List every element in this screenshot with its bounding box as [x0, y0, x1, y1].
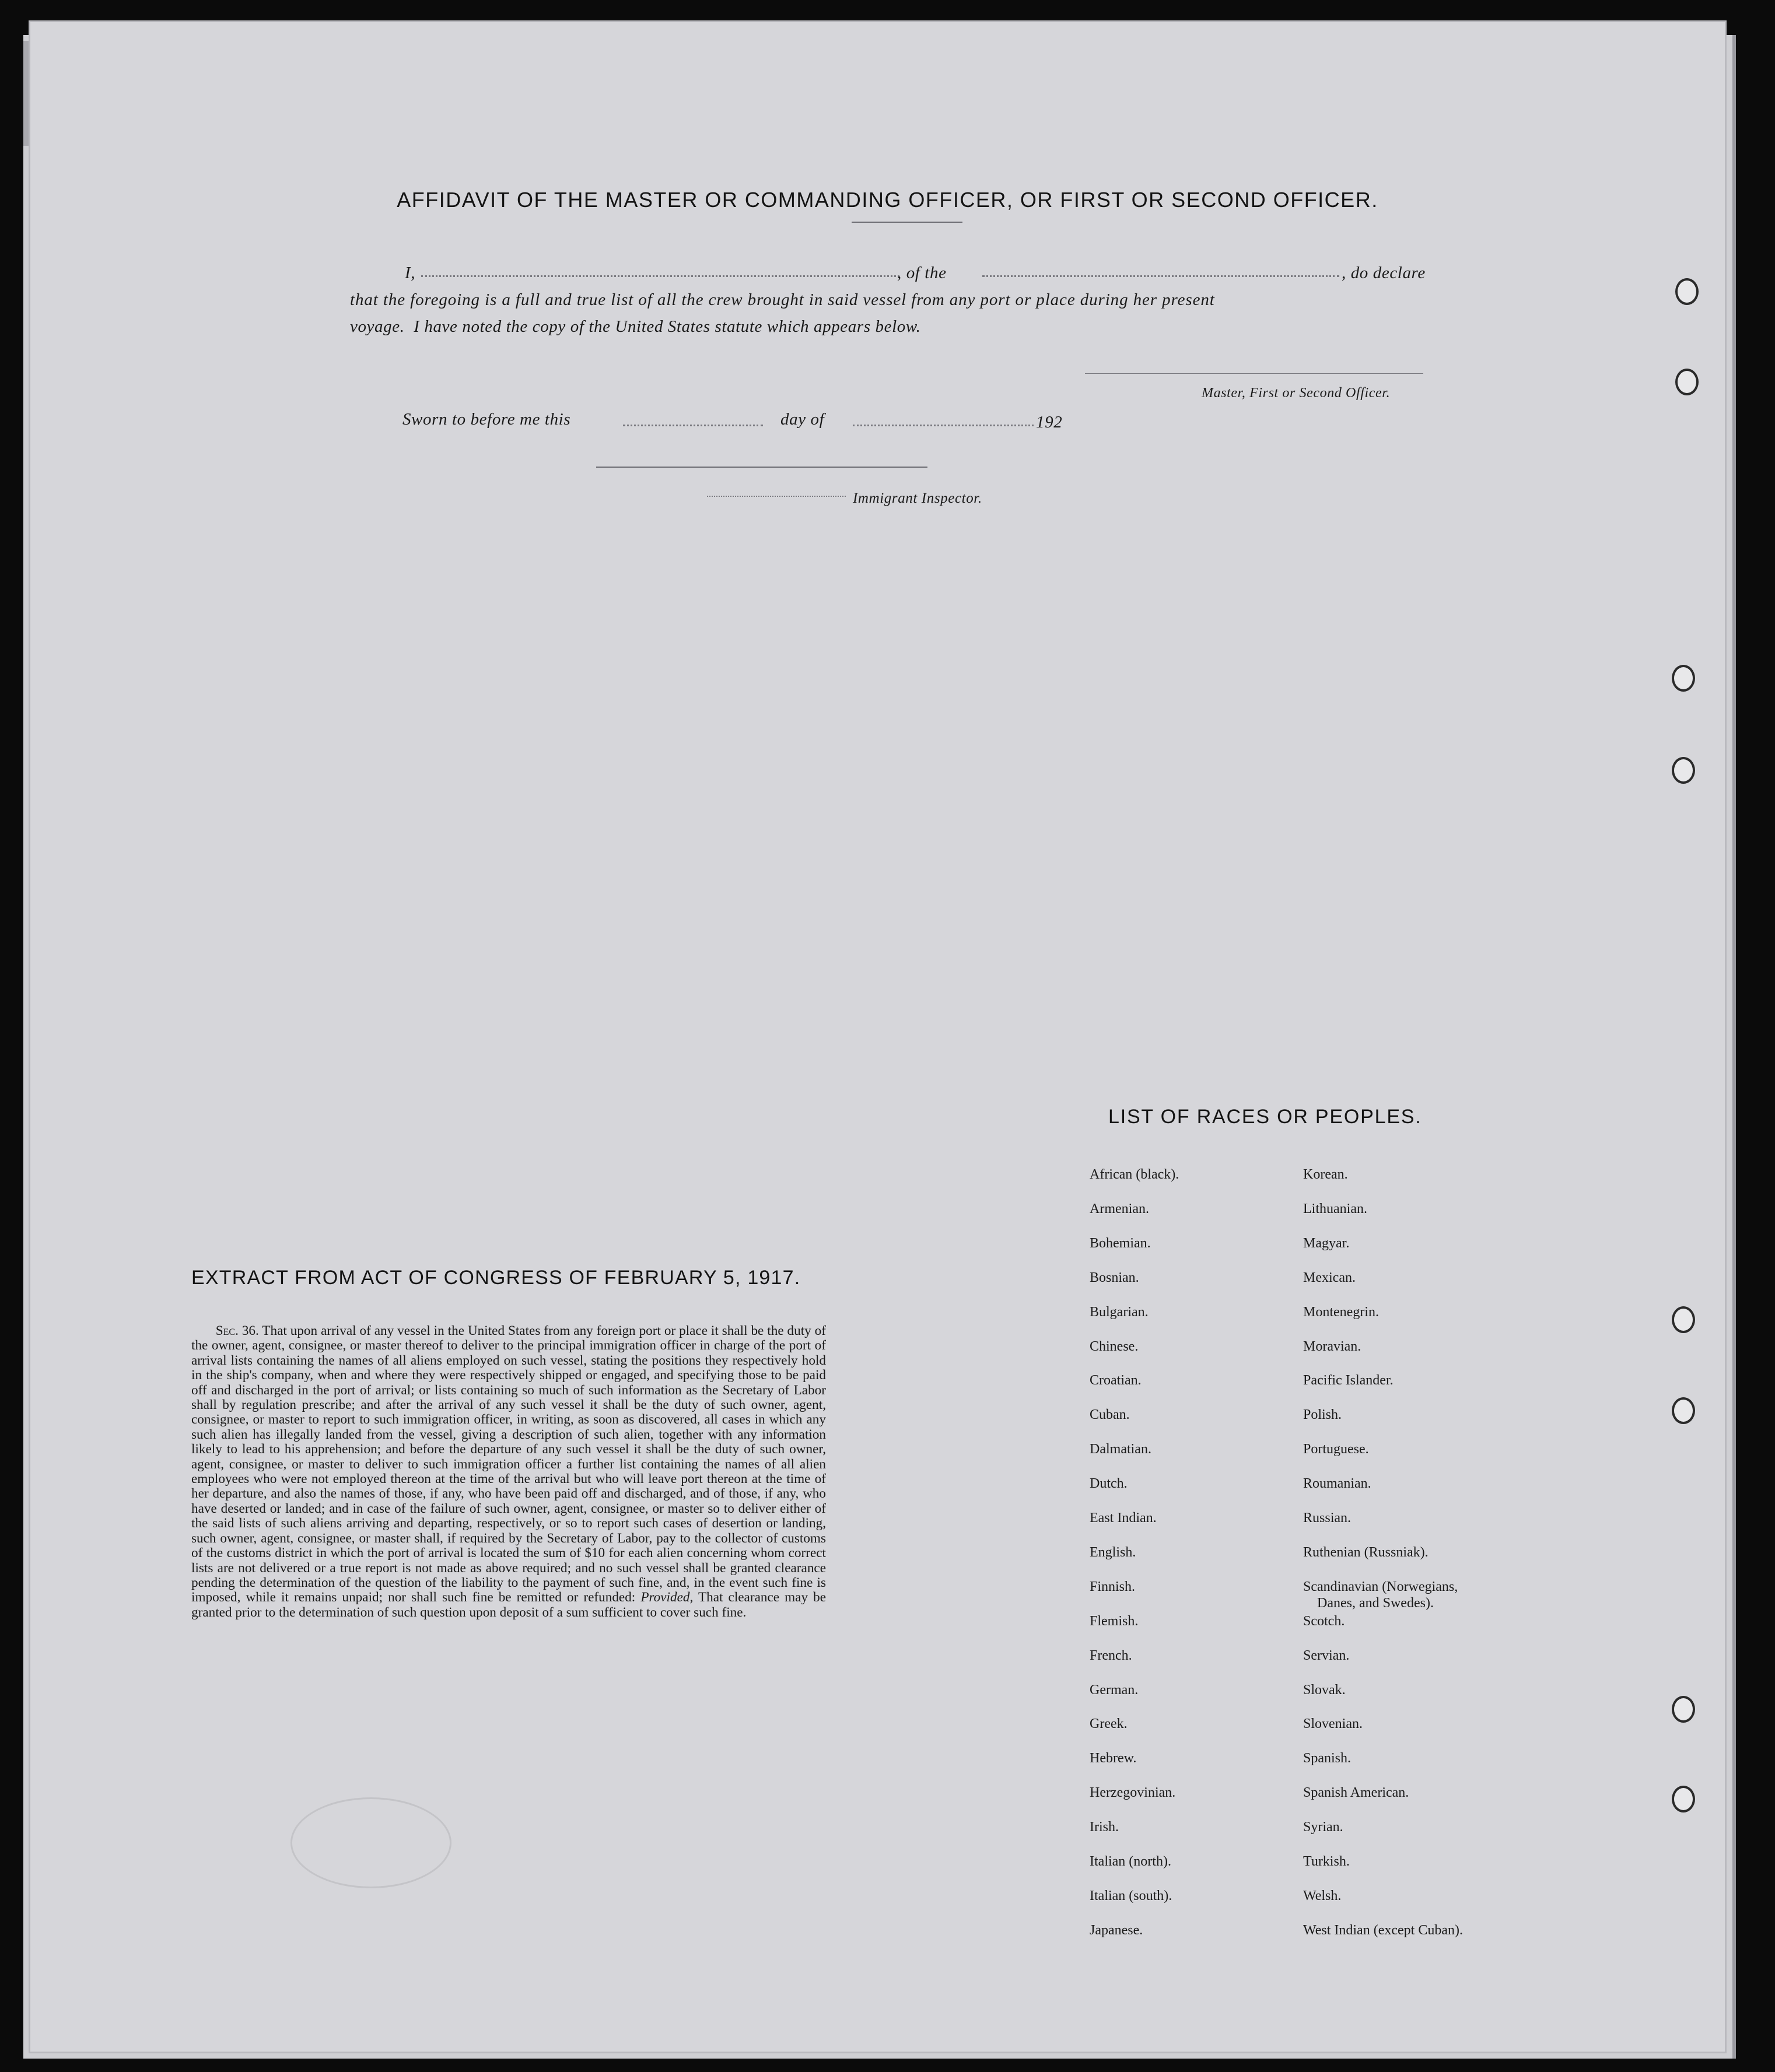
race-item: Turkish.: [1303, 1854, 1350, 1869]
section-text: That upon arrival of any vessel in the United States from any foreign port or place it shall be the duty of the owner, agent, consignee, or master thereof to deliver to the principal immigration officer in charge of the port of arrival lists containing the names of all aliens employed on such vessel, stating the positions they respectively hold in the ship's company, when and where they were respectively shipped or engaged, and specifying those to be paid off and discharged in the port of arrival; or lists containing so much of such information as the Secretary of Labor shall by regulation prescribe; and after the arrival of any such vessel it shall be the duty of such owner, agent, consignee, or master to report to such immigration officer, in writing, as soon as discovered, all cases in which any such alien has illegally landed from the vessel, giving a description of such alien, together with any information likely to lead to his apprehension; and before the departure of any such vessel it shall be the duty of such owner, agent, consignee, or master to deliver to such immigration officer a further list containing the names of all alien employees who were not employed thereon at the time of the arrival but who will leave port thereon at the time of her departure, and also the names of those, if any, who have been paid off and discharged, and of those, if any, who have deserted or landed; and in case of the failure of such owner, agent, consignee, or master so to deliver either of the said lists of such aliens arriving and departing, respectively, or so to report such cases of desertion or landing, such owner, agent, consignee, or master shall, if required by the Secretary of Labor, pay to the collector of customs of the customs district in which the port of arrival is located the sum of $10 for each alien concerning whom correct lists are not delivered or a true report is not made as above required; and no such vessel shall be granted clearance pending the determination of the question of the liability to the payment of such fine, and, in the event such fine is imposed, while it remains unpaid; nor shall such fine be remitted or refunded:: [191, 1323, 826, 1605]
race-item: Chinese.: [1090, 1338, 1139, 1354]
race-item: Roumanian.: [1303, 1476, 1371, 1492]
inspector-signature-label: Immigrant Inspector.: [853, 490, 982, 506]
race-item: Flemish.: [1090, 1613, 1139, 1629]
punch-hole: [1672, 1696, 1695, 1723]
race-item: Moravian.: [1303, 1338, 1361, 1354]
extract-title: EXTRACT FROM ACT OF CONGRESS OF FEBRUARY 5, 1917.: [191, 1267, 801, 1289]
races-title: LIST OF RACES OR PEOPLES.: [1108, 1106, 1422, 1128]
of-the-label: , of the: [897, 264, 947, 282]
punch-hole: [1672, 1397, 1695, 1424]
punch-hole: [1675, 278, 1699, 305]
race-item: Spanish American.: [1303, 1785, 1409, 1801]
race-item: Hebrew.: [1090, 1751, 1137, 1766]
race-item: Slovak.: [1303, 1682, 1346, 1698]
race-item: African (black).: [1090, 1167, 1179, 1182]
race-item: Irish.: [1090, 1819, 1119, 1835]
punch-hole: [1672, 665, 1695, 692]
race-item: Croatian.: [1090, 1373, 1142, 1389]
race-item: Italian (south).: [1090, 1888, 1172, 1903]
race-item: Korean.: [1303, 1167, 1348, 1182]
faded-stamp: [290, 1797, 451, 1888]
race-item: German.: [1090, 1682, 1139, 1698]
master-signature-field[interactable]: [1085, 373, 1423, 374]
race-item: Herzegovinian.: [1090, 1785, 1176, 1801]
race-item: Magyar.: [1303, 1235, 1350, 1251]
inspector-signature-rule: [596, 467, 927, 468]
race-item: Servian.: [1303, 1647, 1350, 1663]
declarant-prefix: I,: [405, 264, 416, 282]
race-item: Lithuanian.: [1303, 1201, 1367, 1216]
declarant-name-field[interactable]: [421, 275, 899, 277]
race-item: West Indian (except Cuban).: [1303, 1922, 1463, 1938]
punch-hole: [1672, 1786, 1695, 1812]
race-item: Russian.: [1303, 1510, 1352, 1526]
race-item: Scandinavian (Norwegians, Danes, and Swedes).: [1303, 1579, 1458, 1611]
year-label: 192: [1036, 413, 1063, 432]
extract-text: [191, 1324, 826, 1620]
race-item: Dutch.: [1090, 1476, 1128, 1492]
section-label: Sec. 36.: [215, 1323, 259, 1338]
punch-hole: [1672, 757, 1695, 784]
race-item: Cuban.: [1090, 1407, 1130, 1423]
affidavit-line-3: voyage. I have noted the copy of the United States statute which appears below.: [350, 317, 921, 336]
sworn-month-field[interactable]: [853, 425, 1034, 426]
race-item: Scotch.: [1303, 1613, 1345, 1629]
race-item: Greek.: [1090, 1716, 1128, 1732]
declare-label: , do declare: [1342, 264, 1426, 282]
title-rule: [852, 222, 962, 223]
race-item: Spanish.: [1303, 1751, 1352, 1766]
day-of-label: day of: [780, 410, 825, 429]
race-item: Finnish.: [1090, 1579, 1136, 1594]
sworn-day-field[interactable]: [623, 425, 763, 426]
affidavit-title: AFFIDAVIT OF THE MASTER OR COMMANDING OFFICER, OR FIRST OR SECOND OFFICER.: [397, 188, 1378, 212]
race-item: Italian (north).: [1090, 1854, 1171, 1869]
race-item: Dalmatian.: [1090, 1442, 1151, 1457]
race-item: Bulgarian.: [1090, 1304, 1149, 1320]
provided-label: Provided,: [640, 1590, 694, 1605]
race-item: Welsh.: [1303, 1888, 1342, 1903]
inspector-signature-field[interactable]: [707, 496, 846, 497]
punch-hole: [1672, 1306, 1695, 1333]
race-item: Syrian.: [1303, 1819, 1343, 1835]
race-item: East Indian.: [1090, 1510, 1157, 1526]
punch-hole: [1675, 369, 1699, 395]
sworn-label: Sworn to before me this: [402, 410, 571, 429]
race-item: Ruthenian (Russniak).: [1303, 1544, 1429, 1560]
race-item: Montenegrin.: [1303, 1304, 1379, 1320]
master-signature-label: Master, First or Second Officer.: [1202, 385, 1391, 401]
race-item: Slovenian.: [1303, 1716, 1363, 1732]
affidavit-line-2: that the foregoing is a full and true list of all the crew brought in said vessel from any port or place during her present: [350, 290, 1215, 309]
section-text-end: That clearance may be granted prior to the determination of such question upon deposit of a sum sufficient to cover such fine.: [191, 1590, 826, 1620]
race-item: Bosnian.: [1090, 1270, 1139, 1285]
vessel-name-field[interactable]: [982, 275, 1339, 277]
race-item: Pacific Islander.: [1303, 1373, 1394, 1389]
race-item: Polish.: [1303, 1407, 1342, 1423]
race-item: English.: [1090, 1544, 1136, 1560]
race-item: Portuguese.: [1303, 1442, 1369, 1457]
race-item: Mexican.: [1303, 1270, 1356, 1285]
race-item: French.: [1090, 1647, 1132, 1663]
race-item: Armenian.: [1090, 1201, 1149, 1216]
race-item: Japanese.: [1090, 1922, 1143, 1938]
race-item: Bohemian.: [1090, 1235, 1151, 1251]
